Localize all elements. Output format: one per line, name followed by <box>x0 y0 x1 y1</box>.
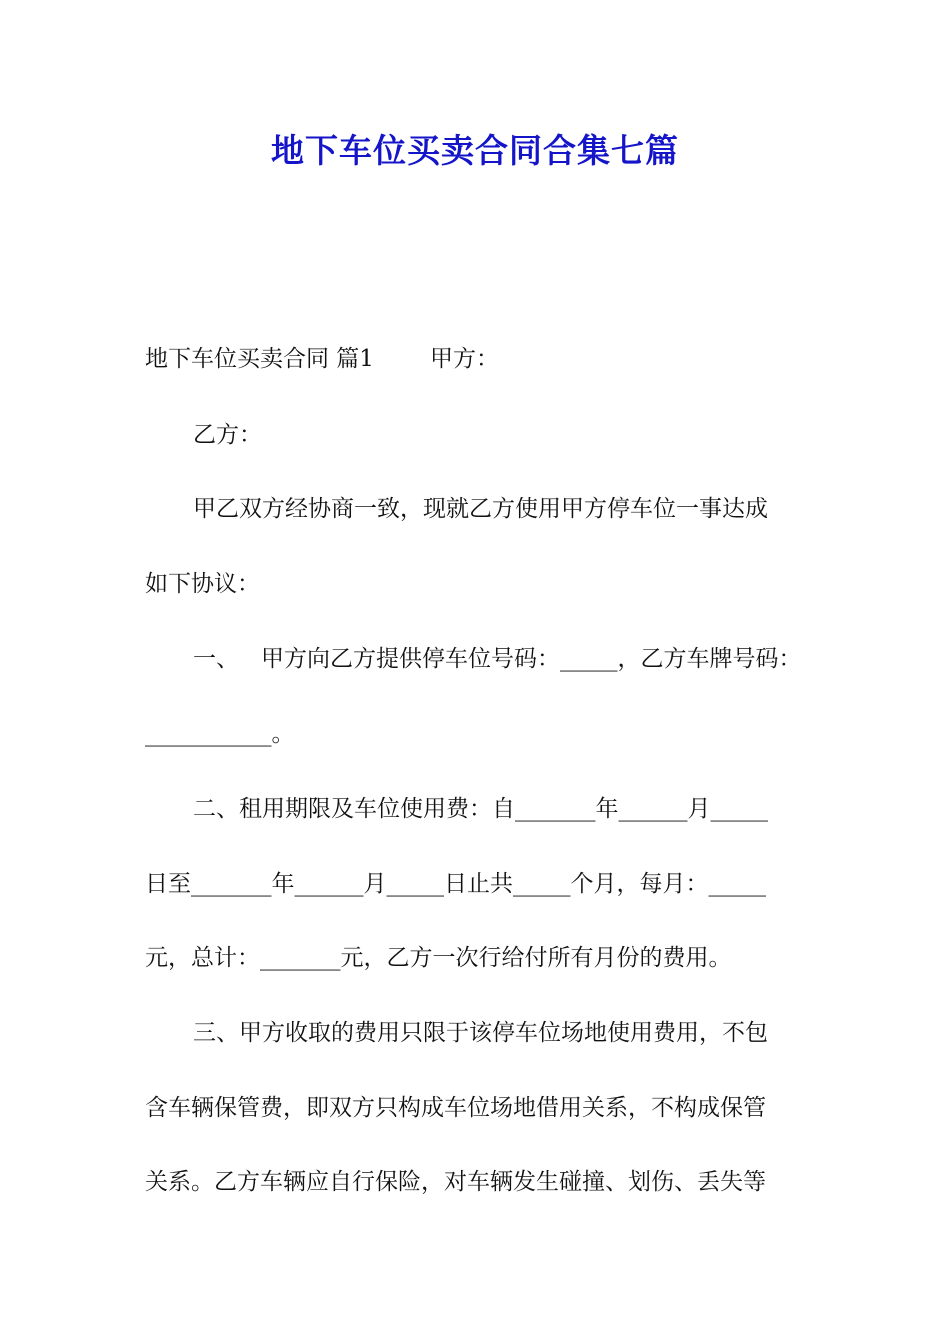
document-title: 地下车位买卖合同合集七篇 <box>271 131 679 170</box>
paragraph-line-4: 如下协议： <box>145 571 260 597</box>
clause-1-text: 甲方向乙方提供停车位号码：_____，乙方车牌号码： <box>261 646 802 672</box>
section-heading: 地下车位买卖合同 篇1 <box>145 346 374 372</box>
clause-2-line-2: 日至_______年______月_____日止共_____个月，每月：_____ <box>145 871 766 897</box>
clause-1-line-1 <box>193 641 863 677</box>
clause-1-number: 一、 <box>193 646 239 672</box>
party-b-label: 乙方： <box>193 422 262 448</box>
clause-1-line-2: ___________。 <box>145 721 295 747</box>
clause-3-line-3: 关系。乙方车辆应自行保险，对车辆发生碰撞、划伤、丢失等 <box>145 1169 766 1195</box>
clause-3-line-1: 三、甲方收取的费用只限于该停车位场地使用费用，不包 <box>193 1020 768 1046</box>
party-a-label: 甲方： <box>429 346 499 372</box>
paragraph-line-3: 甲乙双方经协商一致，现就乙方使用甲方停车位一事达成 <box>193 496 768 522</box>
clause-2-line-3: 元，总计：_______元，乙方一次行给付所有月份的费用。 <box>145 945 732 971</box>
paragraph-line-1 <box>145 341 815 377</box>
clause-3-line-2: 含车辆保管费，即双方只构成车位场地借用关系，不构成保管 <box>145 1095 766 1121</box>
clause-2-line-1: 二、租用期限及车位使用费：自_______年______月_____ <box>193 796 768 822</box>
